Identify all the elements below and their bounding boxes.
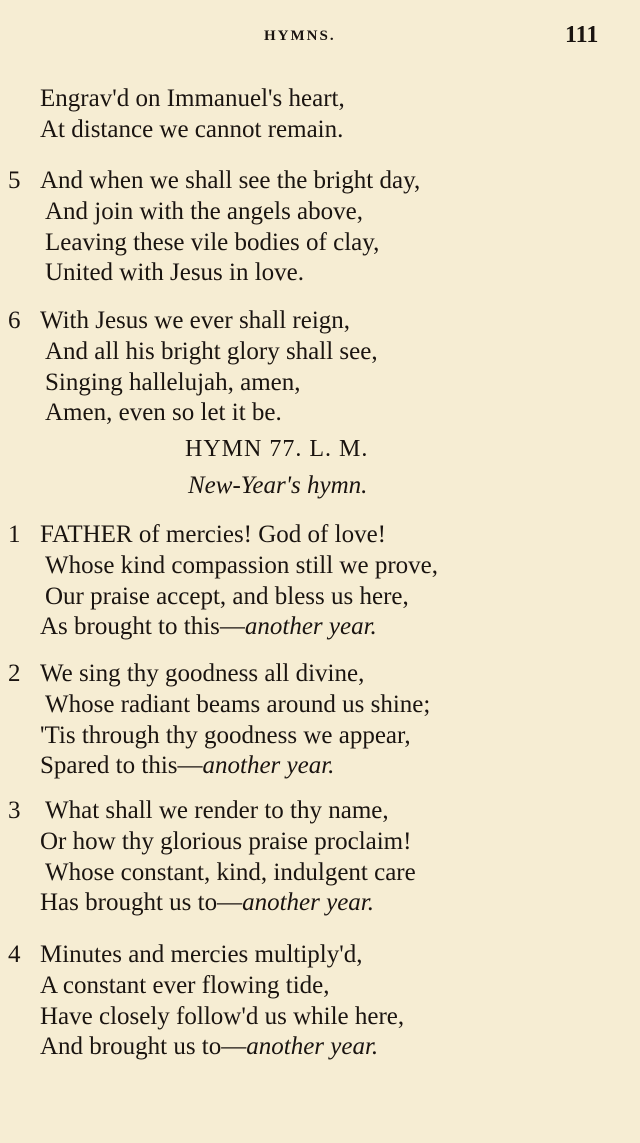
verse-text: And brought us to— bbox=[40, 1033, 247, 1060]
verse-text: of mercies! God of love! bbox=[132, 521, 386, 548]
stanza-number: 2 bbox=[8, 660, 21, 687]
hymn-heading: HYMN 77. L. M. bbox=[185, 436, 369, 462]
verse-line: And all his bright glory shall see, bbox=[45, 338, 378, 365]
page-number: 111 bbox=[565, 22, 599, 48]
verse-line: Leaving these vile bodies of clay, bbox=[45, 229, 380, 256]
initial-capitals: FATHER bbox=[40, 521, 133, 548]
verse-line: United with Jesus in love. bbox=[45, 259, 305, 286]
stanza-number: 5 bbox=[8, 167, 21, 194]
refrain-italic: another year. bbox=[242, 889, 374, 916]
stanza-number: 1 bbox=[8, 521, 21, 548]
stanza-number: 3 bbox=[8, 797, 21, 824]
verse-line: Or how thy glorious praise proclaim! bbox=[40, 828, 412, 855]
verse-line bbox=[40, 1032, 378, 1062]
verse-line: Singing hallelujah, amen, bbox=[45, 369, 301, 396]
verse-line: We sing thy goodness all divine, bbox=[40, 660, 365, 687]
verse-line bbox=[40, 888, 374, 918]
verse-line: With Jesus we ever shall reign, bbox=[40, 307, 351, 334]
verse-line: Whose radiant beams around us shine; bbox=[45, 691, 431, 718]
verse-line: Engrav'd on Immanuel's heart, bbox=[40, 85, 345, 112]
verse-line: Whose kind compassion still we prove, bbox=[45, 552, 438, 579]
verse-line bbox=[40, 520, 386, 550]
stanza-number: 4 bbox=[8, 941, 21, 968]
verse-line bbox=[40, 612, 377, 642]
verse-line: Have closely follow'd us while here, bbox=[40, 1003, 405, 1030]
verse-line: Our praise accept, and bless us here, bbox=[45, 583, 409, 610]
verse-line: 'Tis through thy goodness we appear, bbox=[40, 722, 411, 749]
verse-line: And join with the angels above, bbox=[45, 198, 363, 225]
verse-line: And when we shall see the bright day, bbox=[40, 167, 421, 194]
verse-line: At distance we cannot remain. bbox=[40, 116, 344, 143]
verse-line: Whose constant, kind, indulgent care bbox=[45, 859, 416, 886]
hymn-subtitle: New-Year's hymn. bbox=[188, 472, 368, 499]
running-head: HYMNS. bbox=[264, 28, 336, 44]
verse-text: Spared to this— bbox=[40, 752, 203, 779]
verse-line: Minutes and mercies multiply'd, bbox=[40, 941, 363, 968]
refrain-italic: another year. bbox=[246, 1033, 379, 1060]
verse-text: Has brought us to— bbox=[40, 889, 243, 916]
verse-line: A constant ever flowing tide, bbox=[40, 972, 330, 999]
refrain-italic: another year. bbox=[202, 752, 335, 779]
verse-line bbox=[40, 751, 334, 781]
verse-line: What shall we render to thy name, bbox=[45, 797, 389, 824]
verse-text: As brought to this— bbox=[40, 613, 245, 640]
refrain-italic: another year. bbox=[244, 613, 377, 640]
stanza-number: 6 bbox=[8, 307, 21, 334]
verse-line: Amen, even so let it be. bbox=[45, 399, 282, 426]
